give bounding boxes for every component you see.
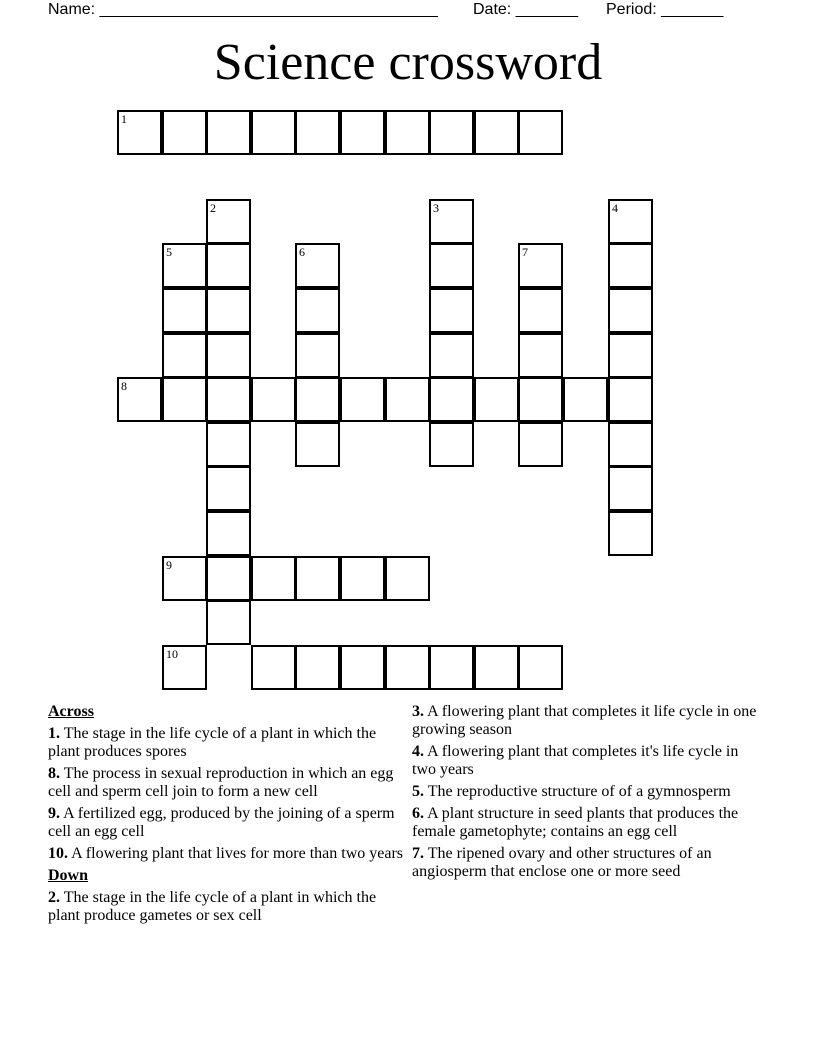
clue-number: 9	[166, 558, 172, 572]
clue-down-2: 2. The stage in the life cycle of a plant in which the plant produce gametes or sex cell	[48, 889, 377, 924]
crossword-cell[interactable]	[429, 199, 474, 244]
page-title: Science crossword	[213, 34, 603, 91]
crossword-cell[interactable]	[295, 377, 340, 422]
crossword-cell[interactable]	[608, 199, 653, 244]
name-field[interactable]: Name: ______________________________________	[48, 1, 438, 18]
crossword-cell[interactable]	[251, 110, 296, 155]
crossword-cell[interactable]	[340, 556, 385, 601]
crossword-cell[interactable]	[162, 333, 207, 378]
crossword-cell[interactable]	[474, 377, 519, 422]
crossword-cell[interactable]	[295, 333, 340, 378]
clues-left-column	[48, 703, 408, 929]
crossword-cell[interactable]	[429, 243, 474, 288]
crossword-cell[interactable]	[385, 645, 430, 690]
period-field[interactable]: Period: _______	[606, 1, 724, 18]
crossword-cell[interactable]	[251, 645, 296, 690]
crossword-cell[interactable]	[206, 600, 251, 645]
crossword-cell[interactable]	[474, 645, 519, 690]
crossword-cell[interactable]	[162, 556, 207, 601]
clue-number: 4	[612, 201, 618, 215]
crossword-cell[interactable]	[206, 556, 251, 601]
date-field[interactable]: Date: _______	[473, 1, 578, 18]
crossword-cell[interactable]	[429, 645, 474, 690]
crossword-cell[interactable]	[295, 288, 340, 333]
clue-down-5: 5. The reproductive structure of of a gymnosperm	[412, 783, 731, 800]
crossword-cell[interactable]	[385, 110, 430, 155]
crossword-cell[interactable]	[385, 377, 430, 422]
crossword-cell[interactable]	[162, 377, 207, 422]
clue-number: 5	[166, 245, 172, 259]
across-heading: Across	[48, 703, 94, 720]
crossword-cell[interactable]	[608, 377, 653, 422]
down-heading: Down	[48, 867, 89, 884]
crossword-cell[interactable]	[518, 333, 563, 378]
clues-right-column	[412, 703, 762, 885]
crossword-cell[interactable]	[518, 243, 563, 288]
clue-down-6: 6. A plant structure in seed plants that produces the female gametophyte; contains an egg cell	[412, 805, 739, 840]
crossword-cell[interactable]	[608, 333, 653, 378]
clue-across-1: 1. The stage in the life cycle of a plant in which the plant produces spores	[48, 725, 377, 760]
clue-number: 8	[121, 379, 127, 393]
crossword-cell[interactable]	[206, 243, 251, 288]
crossword-cell[interactable]	[340, 645, 385, 690]
crossword-cell[interactable]	[518, 645, 563, 690]
clue-number: 7	[522, 245, 528, 259]
crossword-cell[interactable]	[340, 110, 385, 155]
crossword-cell[interactable]	[295, 243, 340, 288]
crossword-cell[interactable]	[518, 377, 563, 422]
clue-number: 1	[121, 112, 127, 126]
crossword-cell[interactable]	[563, 377, 608, 422]
clue-down-4: 4. A flowering plant that completes it's life cycle in two years	[412, 743, 739, 778]
crossword-cell[interactable]	[429, 422, 474, 467]
crossword-cell[interactable]	[206, 110, 251, 155]
clue-across-10: 10. A flowering plant that lives for more than two years	[48, 845, 404, 862]
crossword-cell[interactable]	[429, 110, 474, 155]
crossword-cell[interactable]	[206, 333, 251, 378]
crossword-cell[interactable]	[608, 422, 653, 467]
clue-number: 3	[433, 201, 439, 215]
crossword-cell[interactable]	[206, 288, 251, 333]
crossword-cell[interactable]	[162, 110, 207, 155]
crossword-cell[interactable]	[162, 243, 207, 288]
clue-number: 6	[299, 245, 305, 259]
crossword-cell[interactable]	[340, 377, 385, 422]
crossword-cell[interactable]	[608, 511, 653, 556]
crossword-cell[interactable]	[608, 243, 653, 288]
clue-down-3: 3. A flowering plant that completes it life cycle in one growing season	[412, 703, 757, 738]
crossword-cell[interactable]	[295, 422, 340, 467]
crossword-cell[interactable]	[518, 288, 563, 333]
crossword-cell[interactable]	[385, 556, 430, 601]
crossword-cell[interactable]	[206, 466, 251, 511]
clue-down-7: 7. The ripened ovary and other structures of an angiosperm that enclose one or more seed	[412, 845, 712, 880]
crossword-cell[interactable]	[251, 377, 296, 422]
crossword-cell[interactable]	[429, 377, 474, 422]
clue-across-8: 8. The process in sexual reproduction in which an egg cell and sperm cell join to form a new cell	[48, 765, 394, 800]
crossword-cell[interactable]	[162, 645, 207, 690]
crossword-cell[interactable]	[429, 333, 474, 378]
crossword-cell[interactable]	[295, 110, 340, 155]
crossword-cell[interactable]	[117, 110, 162, 155]
crossword-cell[interactable]	[608, 466, 653, 511]
crossword-cell[interactable]	[295, 645, 340, 690]
crossword-cell[interactable]	[518, 422, 563, 467]
crossword-cell[interactable]	[251, 556, 296, 601]
crossword-cell[interactable]	[206, 422, 251, 467]
crossword-cell[interactable]	[206, 377, 251, 422]
crossword-cell[interactable]	[295, 556, 340, 601]
crossword-cell[interactable]	[117, 377, 162, 422]
crossword-cell[interactable]	[429, 288, 474, 333]
crossword-cell[interactable]	[608, 288, 653, 333]
crossword-cell[interactable]	[474, 110, 519, 155]
clue-number: 2	[210, 201, 216, 215]
crossword-cell[interactable]	[206, 511, 251, 556]
crossword-cell[interactable]	[162, 288, 207, 333]
clue-number: 10	[166, 647, 178, 661]
clue-across-9: 9. A fertilized egg, produced by the joining of a sperm cell an egg cell	[48, 805, 395, 840]
crossword-cell[interactable]	[206, 199, 251, 244]
crossword-cell[interactable]	[518, 110, 563, 155]
